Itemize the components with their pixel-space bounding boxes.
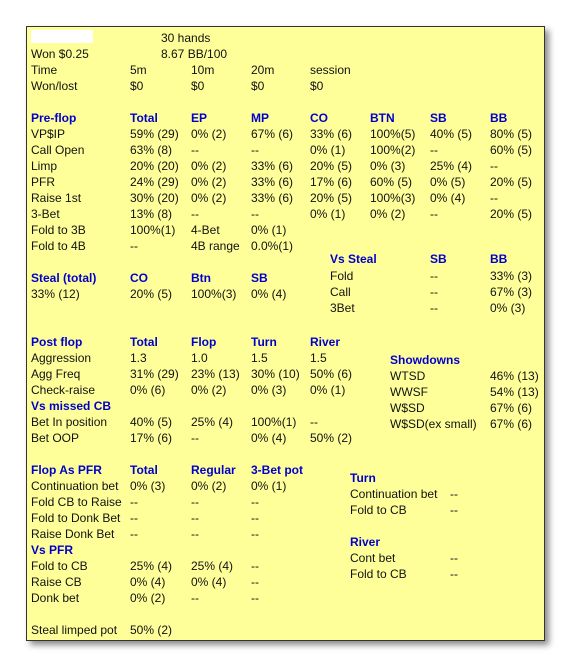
vs-steal-cell: 3Bet: [330, 301, 355, 315]
flop-pfr-cell: --: [251, 511, 259, 525]
showdown-value: 67% (6): [490, 417, 533, 431]
preflop-header: BTN: [370, 111, 395, 125]
preflop-cell: 3-Bet: [31, 207, 60, 221]
time-cell: session: [310, 63, 351, 77]
wonlost-cell: $0: [191, 79, 205, 93]
preflop-header: EP: [191, 111, 208, 125]
wonlost-cell: $0: [251, 79, 265, 93]
time-cell: 10m: [191, 63, 215, 77]
flop-pfr-cell: 0% (3): [130, 479, 166, 493]
river-label: Fold to CB: [350, 567, 407, 581]
river-label: Cont bet: [350, 551, 396, 565]
vs-steal-cell: --: [430, 269, 438, 283]
preflop-cell: 100%(2): [370, 143, 416, 157]
redacted-player-name: [31, 30, 93, 43]
vs-pfr-cell: 0% (4): [130, 575, 166, 589]
flop-pfr-cell: --: [251, 495, 259, 509]
flop-pfr-cell: --: [130, 495, 138, 509]
wonlost-cell: Won/lost: [31, 79, 78, 93]
preflop-cell: 0% (1): [310, 207, 346, 221]
preflop-cell: VP$IP: [31, 127, 66, 141]
preflop-cell: 20% (20): [130, 159, 179, 173]
preflop-cell: 24% (29): [130, 175, 179, 189]
flop-pfr-header: Flop As PFR: [31, 463, 102, 477]
preflop-cell: 20% (5): [310, 159, 353, 173]
flop-pfr-cell: 0% (1): [251, 479, 287, 493]
vs-pfr-cell: --: [251, 591, 259, 605]
wonlost-cell: $0: [130, 79, 144, 93]
won-amount: Won $0.25: [31, 47, 89, 61]
postflop-header: Turn: [251, 335, 277, 349]
preflop-cell: Call Open: [31, 143, 85, 157]
steal-header: SB: [251, 271, 268, 285]
postflop-header: Total: [130, 335, 158, 349]
preflop-cell: --: [191, 143, 199, 157]
preflop-cell: 20% (5): [490, 175, 533, 189]
preflop-cell: 13% (8): [130, 207, 173, 221]
postflop-cell: Agg Freq: [31, 367, 81, 381]
flop-pfr-header: Regular: [191, 463, 236, 477]
postflop-header: River: [310, 335, 341, 349]
preflop-cell: Raise 1st: [31, 191, 82, 205]
flop-pfr-cell: Fold to Donk Bet: [31, 511, 121, 525]
preflop-cell: 0% (3): [370, 159, 406, 173]
flop-pfr-cell: Raise Donk Bet: [31, 527, 115, 541]
flop-pfr-cell: --: [191, 527, 199, 541]
vs-steal-cell: --: [430, 285, 438, 299]
steal-cell: 20% (5): [130, 287, 173, 301]
postflop-cell: 1.5: [251, 351, 268, 365]
river-value: --: [450, 567, 458, 581]
turn-value: --: [450, 487, 458, 501]
preflop-cell: 40% (5): [430, 127, 473, 141]
steal-limped-value: 50% (2): [130, 623, 173, 637]
preflop-cell: 100%(5): [370, 127, 416, 141]
turn-label: Continuation bet: [350, 487, 438, 501]
steal-header: Steal (total): [31, 271, 97, 285]
vs-pfr-cell: 25% (4): [130, 559, 173, 573]
preflop-cell: --: [490, 159, 498, 173]
postflop-cell: 50% (6): [310, 367, 353, 381]
showdown-label: WWSF: [390, 385, 428, 399]
postflop-cell: 0% (3): [251, 383, 287, 397]
flop-pfr-cell: --: [251, 527, 259, 541]
preflop-cell: 0% (2): [191, 127, 227, 141]
preflop-cell: Fold to 4B: [31, 239, 86, 253]
preflop-cell: 33% (6): [251, 159, 294, 173]
vs-steal-cell: --: [430, 301, 438, 315]
preflop-cell: 100%(3): [370, 191, 416, 205]
showdown-label: W$SD: [390, 401, 425, 415]
preflop-cell: 67% (6): [251, 127, 294, 141]
vs-steal-header: BB: [490, 252, 508, 266]
preflop-header: Total: [130, 111, 158, 125]
flop-pfr-cell: Continuation bet: [31, 479, 119, 493]
showdown-label: WTSD: [390, 369, 426, 383]
hands-count: 30 hands: [161, 31, 211, 45]
vs-steal-header: Vs Steal: [330, 252, 377, 266]
preflop-cell: 33% (6): [310, 127, 353, 141]
vs-pfr-header: Vs PFR: [31, 543, 74, 557]
preflop-header: Pre-flop: [31, 111, 77, 125]
vs-pfr-cell: --: [251, 559, 259, 573]
steal-cell: 0% (4): [251, 287, 287, 301]
showdowns-header: Showdowns: [390, 353, 460, 367]
preflop-cell: 0% (2): [191, 175, 227, 189]
preflop-cell: 20% (5): [310, 191, 353, 205]
missed-cb-cell: 100%(1): [251, 415, 297, 429]
preflop-cell: 80% (5): [490, 127, 533, 141]
showdown-label: W$SD(ex small): [390, 417, 477, 431]
postflop-cell: 0% (1): [310, 383, 346, 397]
missed-cb-cell: 0% (4): [251, 431, 287, 445]
postflop-cell: 1.3: [130, 351, 147, 365]
vs-pfr-cell: Raise CB: [31, 575, 82, 589]
vs-pfr-cell: --: [251, 575, 259, 589]
flop-pfr-cell: Fold CB to Raise: [31, 495, 122, 509]
flop-pfr-header: 3-Bet pot: [251, 463, 303, 477]
preflop-cell: 30% (20): [130, 191, 179, 205]
preflop-cell: 33% (6): [251, 191, 294, 205]
preflop-cell: --: [251, 143, 259, 157]
vs-steal-header: SB: [430, 252, 447, 266]
flop-pfr-cell: --: [130, 527, 138, 541]
preflop-cell: Limp: [31, 159, 58, 173]
preflop-cell: 0% (2): [370, 207, 406, 221]
preflop-header: MP: [251, 111, 269, 125]
preflop-cell: 20% (5): [490, 207, 533, 221]
missed-cb-cell: --: [310, 415, 318, 429]
preflop-cell: --: [490, 191, 498, 205]
postflop-header: Flop: [191, 335, 217, 349]
preflop-cell: 0% (2): [191, 191, 227, 205]
showdown-value: 54% (13): [490, 385, 539, 399]
turn-header: Turn: [350, 471, 376, 485]
vs-steal-cell: 0% (3): [490, 301, 526, 315]
missed-cb-cell: 40% (5): [130, 415, 173, 429]
river-header: River: [350, 535, 381, 549]
postflop-cell: 0% (6): [130, 383, 166, 397]
missed-cb-cell: 50% (2): [310, 431, 353, 445]
preflop-cell: PFR: [31, 175, 55, 189]
missed-cb-cell: 17% (6): [130, 431, 173, 445]
vs-steal-cell: Fold: [330, 269, 354, 283]
missed-cb-cell: Bet OOP: [31, 431, 80, 445]
postflop-cell: 1.0: [191, 351, 208, 365]
wonlost-cell: $0: [310, 79, 324, 93]
steal-cell: 100%(3): [191, 287, 237, 301]
vs-pfr-cell: Fold to CB: [31, 559, 88, 573]
postflop-cell: 31% (29): [130, 367, 179, 381]
showdown-value: 46% (13): [490, 369, 539, 383]
preflop-cell: 33% (6): [251, 175, 294, 189]
preflop-cell: --: [430, 143, 438, 157]
flop-pfr-header: Total: [130, 463, 158, 477]
vs-missed-cb-header: Vs missed CB: [31, 399, 112, 413]
steal-header: CO: [130, 271, 148, 285]
vs-pfr-cell: Donk bet: [31, 591, 80, 605]
preflop-cell: Fold to 3B: [31, 223, 86, 237]
postflop-header: Post flop: [31, 335, 83, 349]
preflop-cell: 0% (1): [310, 143, 346, 157]
vs-pfr-cell: 0% (2): [130, 591, 166, 605]
preflop-cell: 0% (1): [251, 223, 287, 237]
flop-pfr-cell: 0% (2): [191, 479, 227, 493]
vs-pfr-cell: 0% (4): [191, 575, 227, 589]
preflop-header: CO: [310, 111, 328, 125]
preflop-header: SB: [430, 111, 447, 125]
preflop-cell: 0% (5): [430, 175, 466, 189]
preflop-cell: 4B range: [191, 239, 240, 253]
steal-limped-label: Steal limped pot: [31, 623, 118, 637]
preflop-cell: --: [430, 207, 438, 221]
time-cell: 20m: [251, 63, 275, 77]
preflop-cell: 25% (4): [430, 159, 473, 173]
missed-cb-cell: 25% (4): [191, 415, 234, 429]
vs-steal-cell: 33% (3): [490, 269, 533, 283]
preflop-cell: 4-Bet: [191, 223, 220, 237]
preflop-header: BB: [490, 111, 508, 125]
river-value: --: [450, 551, 458, 565]
bb-per-100: 8.67 BB/100: [161, 47, 228, 61]
postflop-cell: 1.5: [310, 351, 327, 365]
preflop-cell: --: [130, 239, 138, 253]
preflop-cell: 0% (4): [430, 191, 466, 205]
time-cell: 5m: [130, 63, 147, 77]
vs-pfr-cell: 25% (4): [191, 559, 234, 573]
postflop-cell: Aggression: [31, 351, 92, 365]
preflop-cell: 0% (2): [191, 159, 227, 173]
vs-steal-cell: Call: [330, 285, 351, 299]
flop-pfr-cell: --: [130, 511, 138, 525]
turn-label: Fold to CB: [350, 503, 407, 517]
preflop-cell: 59% (29): [130, 127, 179, 141]
flop-pfr-cell: --: [191, 495, 199, 509]
preflop-cell: 60% (5): [370, 175, 413, 189]
vs-steal-cell: 67% (3): [490, 285, 533, 299]
postflop-cell: 30% (10): [251, 367, 300, 381]
flop-pfr-cell: --: [191, 511, 199, 525]
preflop-cell: --: [251, 207, 259, 221]
steal-cell: 33% (12): [31, 287, 80, 301]
missed-cb-cell: --: [191, 431, 199, 445]
preflop-cell: 0.0%(1): [251, 239, 294, 253]
preflop-cell: --: [191, 207, 199, 221]
stats-panel: [26, 26, 545, 641]
preflop-cell: 60% (5): [490, 143, 533, 157]
postflop-cell: Check-raise: [31, 383, 96, 397]
turn-value: --: [450, 503, 458, 517]
preflop-cell: 100%(1): [130, 223, 176, 237]
preflop-cell: 17% (6): [310, 175, 353, 189]
preflop-cell: 63% (8): [130, 143, 173, 157]
showdown-value: 67% (6): [490, 401, 533, 415]
postflop-cell: 0% (2): [191, 383, 227, 397]
steal-header: Btn: [191, 271, 211, 285]
missed-cb-cell: Bet In position: [31, 415, 108, 429]
vs-pfr-cell: --: [191, 591, 199, 605]
postflop-cell: 23% (13): [191, 367, 240, 381]
time-cell: Time: [31, 63, 58, 77]
